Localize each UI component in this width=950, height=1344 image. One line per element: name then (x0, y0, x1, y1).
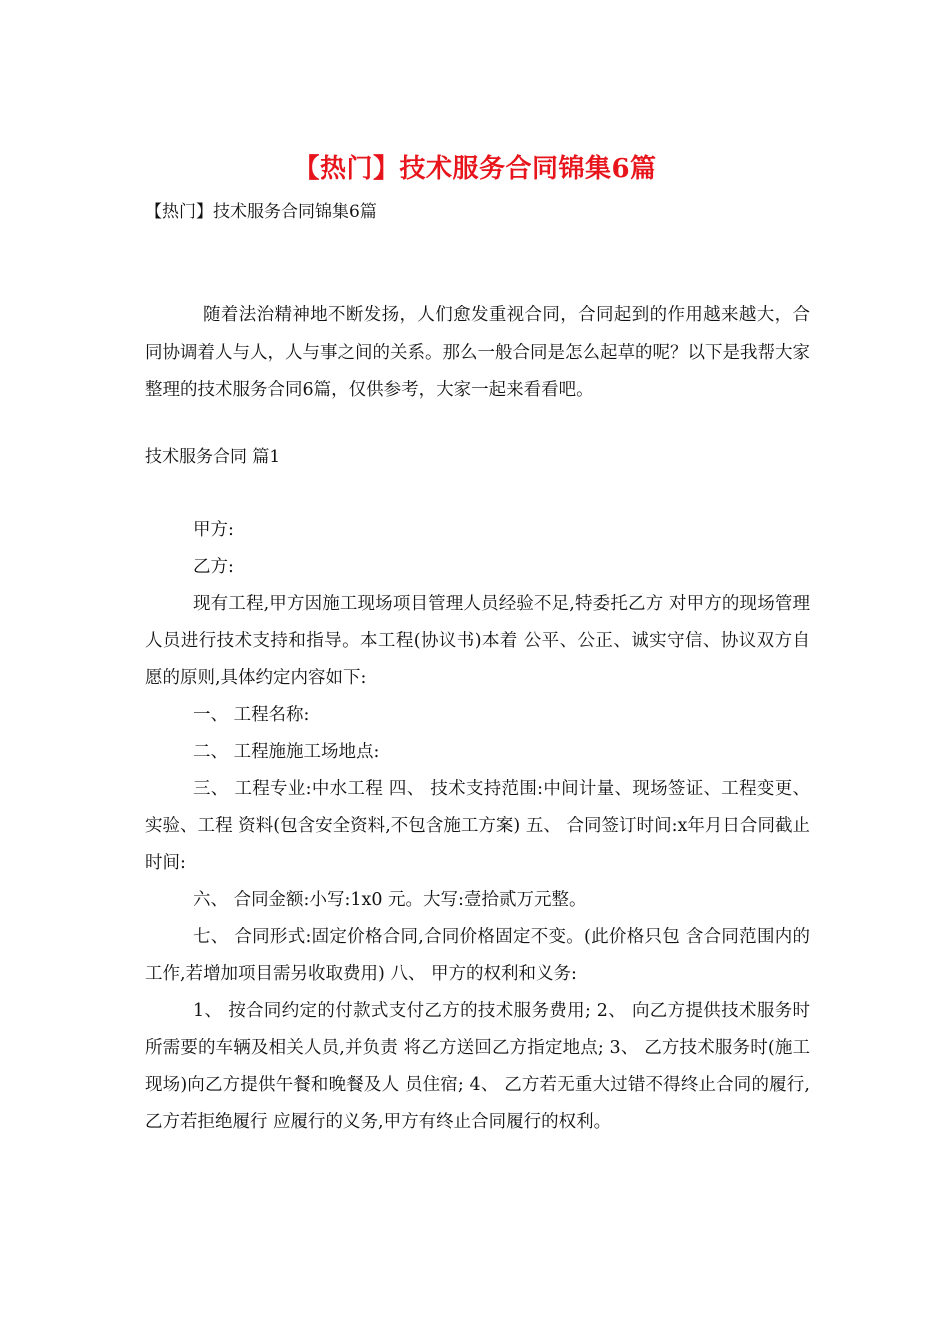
party-a-line: 甲方: (193, 520, 234, 540)
clause-party-a-obligations: 1、 按合同约定的付款式支付乙方的技术服务费用; 2、 向乙方提供技术服务时所需要的车辆及相关人员,并负责 将乙方送回乙方指定地点; 3、 乙方技术服务时(施工现场)向乙方提供午餐和晚餐及人 员住宿; 4、 乙方若无重大过错不得终止合同的履行,乙方若拒绝履行 应履行的义务,甲方有终止合同履行的权利。 (145, 1001, 810, 1132)
contract-body (145, 512, 810, 1141)
contract-preamble: 现有工程,甲方因施工现场项目管理人员经验不足,特委托乙方 对甲方的现场管理人员进行技术支持和指导。本工程(协议书)本着 公平、公正、诚实守信、协议双方自愿的原则,具体约定内容如下: (145, 594, 810, 688)
intro-paragraph: 随着法治精神地不断发扬，人们愈发重视合同，合同起到的作用越来越大，合同协调着人与人，人与事之间的关系。那么一般合同是怎么起草的呢？以下是我帮大家整理的技术服务合同6篇，仅供参考，大家一起来看看吧。 (145, 305, 810, 400)
clause-scope-and-dates: 三、 工程专业:中水工程 四、 技术支持范围:中间计量、现场签证、工程变更、实验、工程 资料(包含安全资料,不包含施工方案) 五、 合同签订时间:x年月日合同截止时间: (145, 779, 810, 873)
document-title: 【热门】技术服务合同锦集6篇 (293, 154, 657, 184)
clause-project-name: 一、 工程名称: (193, 705, 310, 725)
clause-site-location: 二、 工程施施工场地点: (193, 742, 380, 762)
clause-contract-form: 七、 合同形式:固定价格合同,合同价格固定不变。(此价格只包 含合同范围内的工作,若增加项目需另收取费用) 八、 甲方的权利和义务: (145, 927, 810, 984)
section-heading: 技术服务合同 篇1 (145, 447, 281, 467)
party-b-line: 乙方: (193, 557, 234, 577)
clause-contract-amount: 六、 合同金额:小写:1x0 元。大写:壹拾贰万元整。 (193, 890, 587, 910)
document-subtitle: 【热门】技术服务合同锦集6篇 (145, 202, 377, 222)
